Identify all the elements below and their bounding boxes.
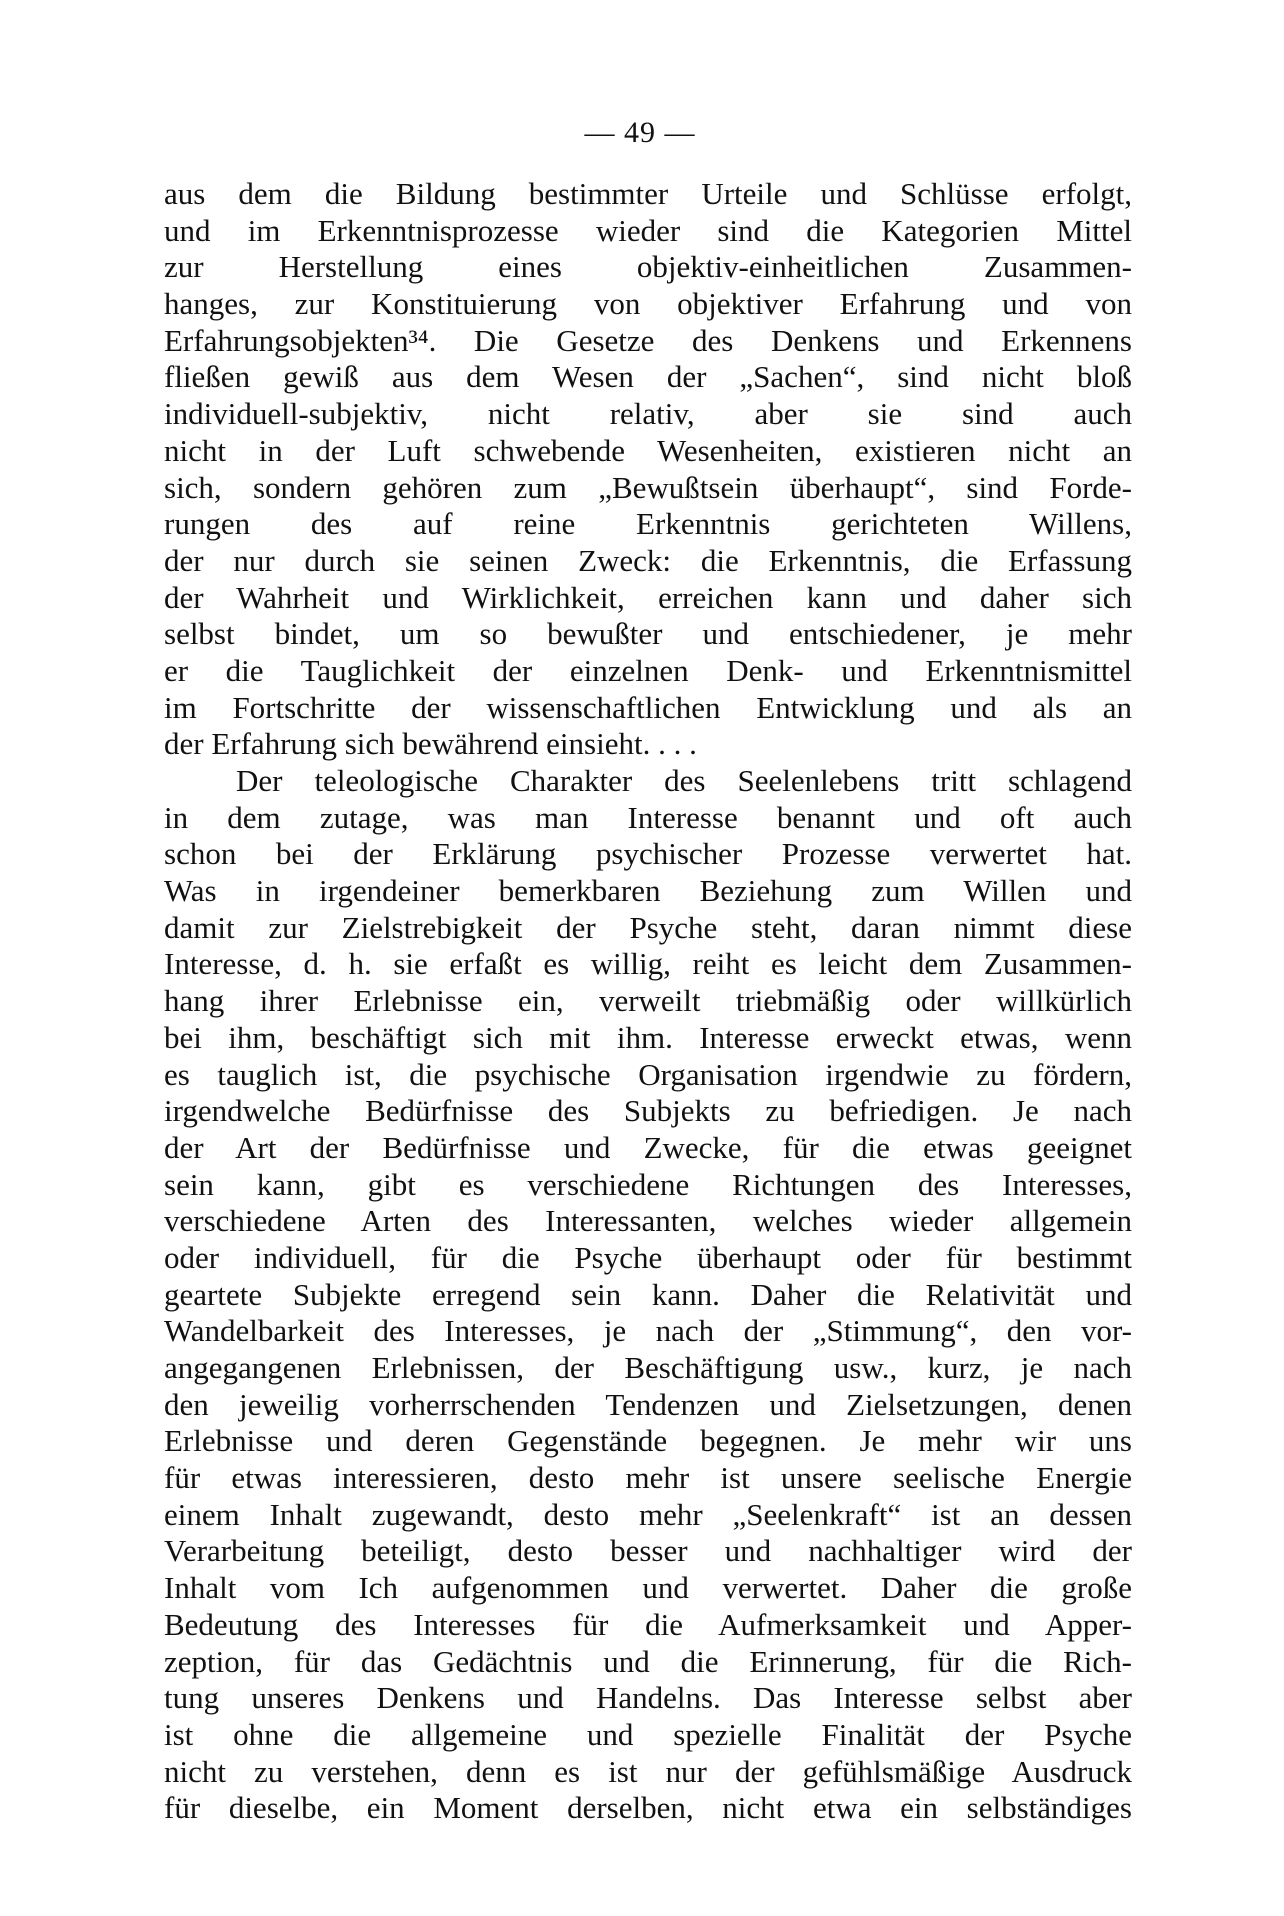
- text-line: er die Tauglichkeit der einzelnen Denk- und Erkenntnismittel: [164, 652, 1132, 688]
- text-line: schon bei der Erklärung psychischer Prozesse verwertet hat.: [164, 836, 1132, 872]
- text-line: Erlebnisse und deren Gegenstände begegnen. Je mehr wir uns: [164, 1423, 1132, 1459]
- text-line: tung unseres Denkens und Handelns. Das Interesse selbst aber: [164, 1680, 1132, 1716]
- text-line: den jeweilig vorherrschenden Tendenzen und Zielsetzungen, denen: [164, 1386, 1132, 1422]
- text-line: ist ohne die allgemeine und spezielle Finalität der Psyche: [164, 1716, 1132, 1752]
- body-text: [164, 176, 1132, 1827]
- text-line: Erfahrungsobjekten³⁴. Die Gesetze des Denkens und Erkennens: [164, 322, 1132, 358]
- text-line: für dieselbe, ein Moment derselben, nicht etwa ein selbständiges: [164, 1790, 1132, 1826]
- text-line: der Art der Bedürfnisse und Zwecke, für die etwas geeignet: [164, 1129, 1132, 1165]
- page-number: — 49 —: [584, 116, 696, 149]
- text-line: geartete Subjekte erregend sein kann. Daher die Relativität und: [164, 1276, 1132, 1312]
- text-line: fließen gewiß aus dem Wesen der „Sachen“, sind nicht bloß: [164, 359, 1132, 395]
- text-line: selbst bindet, um so bewußter und entschiedener, je mehr: [164, 616, 1132, 652]
- text-line: Inhalt vom Ich aufgenommen und verwertet. Daher die große: [164, 1570, 1132, 1606]
- text-line: aus dem die Bildung bestimmter Urteile und Schlüsse erfolgt,: [164, 176, 1132, 211]
- text-line: sein kann, gibt es verschiedene Richtungen des Interesses,: [164, 1166, 1132, 1202]
- text-line: zeption, für das Gedächtnis und die Erinnerung, für die Rich-: [164, 1643, 1132, 1679]
- text-line: in dem zutage, was man Interesse benannt und oft auch: [164, 799, 1132, 835]
- text-line: Interesse, d. h. sie erfaßt es willig, reiht es leicht dem Zusammen-: [164, 946, 1132, 982]
- text-line: nicht zu verstehen, denn es ist nur der gefühlsmäßige Ausdruck: [164, 1753, 1132, 1789]
- text-line: rungen des auf reine Erkenntnis gerichteten Willens,: [164, 506, 1132, 542]
- text-line: im Fortschritte der wissenschaftlichen Entwicklung und als an: [164, 689, 1132, 725]
- text-line: einem Inhalt zugewandt, desto mehr „Seelenkraft“ ist an dessen: [164, 1496, 1132, 1532]
- text-line: Bedeutung des Interesses für die Aufmerksamkeit und Apper-: [164, 1606, 1132, 1642]
- text-line: hang ihrer Erlebnisse ein, verweilt triebmäßig oder willkürlich: [164, 983, 1132, 1019]
- text-line: Wandelbarkeit des Interesses, je nach der „Stimmung“, den vor-: [164, 1313, 1132, 1349]
- text-line: verschiedene Arten des Interessanten, welches wieder allgemein: [164, 1203, 1132, 1239]
- paragraph-start-line: Der teleologische Charakter des Seelenlebens tritt schlagend: [236, 763, 1132, 798]
- text-line: oder individuell, für die Psyche überhaupt oder für bestimmt: [164, 1239, 1132, 1275]
- text-line: angegangenen Erlebnissen, der Beschäftigung usw., kurz, je nach: [164, 1350, 1132, 1385]
- text-line: damit zur Zielstrebigkeit der Psyche steht, daran nimmt diese: [164, 909, 1132, 945]
- text-line: bei ihm, beschäftigt sich mit ihm. Interesse erweckt etwas, wenn: [164, 1019, 1132, 1055]
- text-line: nicht in der Luft schwebende Wesenheiten, existieren nicht an: [164, 432, 1132, 468]
- text-line: zur Herstellung eines objektiv-einheitlichen Zusammen-: [164, 249, 1132, 285]
- text-line: der Wahrheit und Wirklichkeit, erreichen kann und daher sich: [164, 579, 1132, 615]
- text-line: es tauglich ist, die psychische Organisation irgendwie zu fördern,: [164, 1056, 1132, 1092]
- text-line: Was in irgendeiner bemerkbaren Beziehung zum Willen und: [164, 873, 1132, 909]
- text-line: für etwas interessieren, desto mehr ist unsere seelische Energie: [164, 1460, 1132, 1496]
- text-line: der Erfahrung sich bewährend einsieht. . . .: [164, 726, 697, 762]
- text-line: irgendwelche Bedürfnisse des Subjekts zu befriedigen. Je nach: [164, 1093, 1132, 1129]
- text-line: hanges, zur Konstituierung von objektiver Erfahrung und von: [164, 286, 1132, 322]
- text-line: individuell-subjektiv, nicht relativ, aber sie sind auch: [164, 396, 1132, 432]
- text-line: und im Erkenntnisprozesse wieder sind die Kategorien Mittel: [164, 212, 1132, 248]
- text-line: Verarbeitung beteiligt, desto besser und nachhaltiger wird der: [164, 1533, 1132, 1569]
- text-line: der nur durch sie seinen Zweck: die Erkenntnis, die Erfassung: [164, 542, 1132, 578]
- text-line: sich, sondern gehören zum „Bewußtsein überhaupt“, sind Forde-: [164, 469, 1132, 505]
